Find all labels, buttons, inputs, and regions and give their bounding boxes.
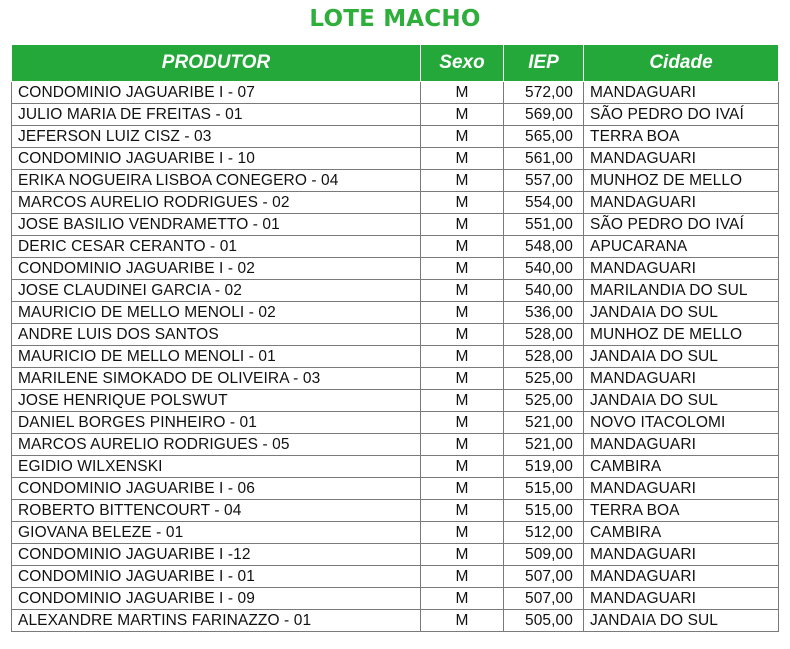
produtor-cell: CONDOMINIO JAGUARIBE I - 02 bbox=[12, 258, 421, 280]
cidade-cell: SÃO PEDRO DO IVAÍ bbox=[584, 104, 779, 126]
iep-cell: 525,00 bbox=[504, 390, 584, 412]
sexo-cell: M bbox=[421, 478, 504, 500]
sexo-cell: M bbox=[421, 236, 504, 258]
table-row bbox=[12, 192, 779, 214]
iep-cell: 540,00 bbox=[504, 258, 584, 280]
produtor-cell: ALEXANDRE MARTINS FARINAZZO - 01 bbox=[12, 610, 421, 632]
table-row bbox=[12, 522, 779, 544]
cidade-cell: MANDAGUARI bbox=[584, 566, 779, 588]
produtor-cell: MAURICIO DE MELLO MENOLI - 01 bbox=[12, 346, 421, 368]
cidade-cell: JANDAIA DO SUL bbox=[584, 390, 779, 412]
sexo-cell: M bbox=[421, 280, 504, 302]
table-row bbox=[12, 126, 779, 148]
table-body bbox=[12, 82, 779, 632]
produtor-cell: CONDOMINIO JAGUARIBE I - 09 bbox=[12, 588, 421, 610]
cidade-cell: JANDAIA DO SUL bbox=[584, 302, 779, 324]
sexo-cell: M bbox=[421, 126, 504, 148]
produtor-cell: DERIC CESAR CERANTO - 01 bbox=[12, 236, 421, 258]
iep-cell: 551,00 bbox=[504, 214, 584, 236]
sexo-cell: M bbox=[421, 434, 504, 456]
produtor-cell: ROBERTO BITTENCOURT - 04 bbox=[12, 500, 421, 522]
table-row bbox=[12, 544, 779, 566]
table-row bbox=[12, 434, 779, 456]
iep-cell: 528,00 bbox=[504, 324, 584, 346]
table-row bbox=[12, 346, 779, 368]
table-row bbox=[12, 236, 779, 258]
table-row bbox=[12, 104, 779, 126]
cidade-cell: TERRA BOA bbox=[584, 126, 779, 148]
sexo-cell: M bbox=[421, 610, 504, 632]
produtor-cell: CONDOMINIO JAGUARIBE I -12 bbox=[12, 544, 421, 566]
sexo-cell: M bbox=[421, 456, 504, 478]
table-row bbox=[12, 390, 779, 412]
cidade-cell: MUNHOZ DE MELLO bbox=[584, 170, 779, 192]
iep-cell: 525,00 bbox=[504, 368, 584, 390]
produtor-cell: JULIO MARIA DE FREITAS - 01 bbox=[12, 104, 421, 126]
sexo-cell: M bbox=[421, 192, 504, 214]
sexo-cell: M bbox=[421, 390, 504, 412]
iep-cell: 554,00 bbox=[504, 192, 584, 214]
cidade-cell: CAMBIRA bbox=[584, 522, 779, 544]
iep-cell: 521,00 bbox=[504, 434, 584, 456]
produtor-cell: JEFERSON LUIZ CISZ - 03 bbox=[12, 126, 421, 148]
cidade-cell: MANDAGUARI bbox=[584, 368, 779, 390]
iep-cell: 536,00 bbox=[504, 302, 584, 324]
cidade-cell: SÃO PEDRO DO IVAÍ bbox=[584, 214, 779, 236]
sexo-cell: M bbox=[421, 214, 504, 236]
table-row bbox=[12, 280, 779, 302]
sexo-cell: M bbox=[421, 258, 504, 280]
cidade-cell: MARILANDIA DO SUL bbox=[584, 280, 779, 302]
produtor-cell: ERIKA NOGUEIRA LISBOA CONEGERO - 04 bbox=[12, 170, 421, 192]
table-row bbox=[12, 302, 779, 324]
produtor-cell: CONDOMINIO JAGUARIBE I - 10 bbox=[12, 148, 421, 170]
sexo-cell: M bbox=[421, 412, 504, 434]
produtor-cell: JOSE BASILIO VENDRAMETTO - 01 bbox=[12, 214, 421, 236]
produtor-cell: JOSE CLAUDINEI GARCIA - 02 bbox=[12, 280, 421, 302]
iep-cell: 505,00 bbox=[504, 610, 584, 632]
produtor-cell: JOSE HENRIQUE POLSWUT bbox=[12, 390, 421, 412]
cidade-cell: JANDAIA DO SUL bbox=[584, 346, 779, 368]
sexo-cell: M bbox=[421, 302, 504, 324]
table-header-row bbox=[12, 45, 779, 82]
cidade-cell: MANDAGUARI bbox=[584, 148, 779, 170]
table-row bbox=[12, 456, 779, 478]
sexo-cell: M bbox=[421, 170, 504, 192]
produtor-cell: CONDOMINIO JAGUARIBE I - 06 bbox=[12, 478, 421, 500]
cidade-cell: APUCARANA bbox=[584, 236, 779, 258]
iep-cell: 512,00 bbox=[504, 522, 584, 544]
sexo-cell: M bbox=[421, 346, 504, 368]
iep-cell: 561,00 bbox=[504, 148, 584, 170]
sexo-cell: M bbox=[421, 522, 504, 544]
cidade-cell: MANDAGUARI bbox=[584, 434, 779, 456]
produtor-cell: DANIEL BORGES PINHEIRO - 01 bbox=[12, 412, 421, 434]
cidade-cell: MANDAGUARI bbox=[584, 588, 779, 610]
iep-cell: 515,00 bbox=[504, 478, 584, 500]
cidade-cell: MANDAGUARI bbox=[584, 82, 779, 104]
iep-cell: 509,00 bbox=[504, 544, 584, 566]
cidade-cell: JANDAIA DO SUL bbox=[584, 610, 779, 632]
sexo-cell: M bbox=[421, 82, 504, 104]
page-title: LOTE MACHO bbox=[309, 6, 481, 32]
column-header-cidade: Cidade bbox=[584, 45, 779, 82]
iep-cell: 557,00 bbox=[504, 170, 584, 192]
table-row bbox=[12, 478, 779, 500]
iep-cell: 507,00 bbox=[504, 566, 584, 588]
cidade-cell: MUNHOZ DE MELLO bbox=[584, 324, 779, 346]
sexo-cell: M bbox=[421, 104, 504, 126]
produtor-cell: CONDOMINIO JAGUARIBE I - 01 bbox=[12, 566, 421, 588]
sexo-cell: M bbox=[421, 566, 504, 588]
table-row bbox=[12, 588, 779, 610]
cidade-cell: NOVO ITACOLOMI bbox=[584, 412, 779, 434]
table-row bbox=[12, 258, 779, 280]
sexo-cell: M bbox=[421, 500, 504, 522]
iep-cell: 565,00 bbox=[504, 126, 584, 148]
iep-cell: 507,00 bbox=[504, 588, 584, 610]
cidade-cell: MANDAGUARI bbox=[584, 544, 779, 566]
cidade-cell: MANDAGUARI bbox=[584, 258, 779, 280]
iep-cell: 519,00 bbox=[504, 456, 584, 478]
table-row bbox=[12, 324, 779, 346]
iep-cell: 569,00 bbox=[504, 104, 584, 126]
produtor-cell: ANDRE LUIS DOS SANTOS bbox=[12, 324, 421, 346]
cidade-cell: MANDAGUARI bbox=[584, 478, 779, 500]
iep-cell: 548,00 bbox=[504, 236, 584, 258]
sexo-cell: M bbox=[421, 544, 504, 566]
cidade-cell: CAMBIRA bbox=[584, 456, 779, 478]
iep-cell: 572,00 bbox=[504, 82, 584, 104]
table-row bbox=[12, 170, 779, 192]
produtor-cell: MAURICIO DE MELLO MENOLI - 02 bbox=[12, 302, 421, 324]
produtor-cell: EGIDIO WILXENSKI bbox=[12, 456, 421, 478]
table-row bbox=[12, 610, 779, 632]
produtor-cell: MARCOS AURELIO RODRIGUES - 02 bbox=[12, 192, 421, 214]
sexo-cell: M bbox=[421, 368, 504, 390]
table-row bbox=[12, 214, 779, 236]
table-row bbox=[12, 368, 779, 390]
column-header-sexo: Sexo bbox=[421, 45, 504, 82]
column-header-produtor: PRODUTOR bbox=[12, 45, 421, 82]
table-row bbox=[12, 148, 779, 170]
sexo-cell: M bbox=[421, 588, 504, 610]
sexo-cell: M bbox=[421, 324, 504, 346]
produtor-cell: MARCOS AURELIO RODRIGUES - 05 bbox=[12, 434, 421, 456]
table-row bbox=[12, 566, 779, 588]
iep-cell: 528,00 bbox=[504, 346, 584, 368]
produtor-cell: GIOVANA BELEZE - 01 bbox=[12, 522, 421, 544]
produtor-cell: CONDOMINIO JAGUARIBE I - 07 bbox=[12, 82, 421, 104]
iep-cell: 540,00 bbox=[504, 280, 584, 302]
cidade-cell: TERRA BOA bbox=[584, 500, 779, 522]
cidade-cell: MANDAGUARI bbox=[584, 192, 779, 214]
column-header-iep: IEP bbox=[504, 45, 584, 82]
iep-cell: 521,00 bbox=[504, 412, 584, 434]
sexo-cell: M bbox=[421, 148, 504, 170]
table-row bbox=[12, 500, 779, 522]
lote-table bbox=[11, 44, 779, 632]
produtor-cell: MARILENE SIMOKADO DE OLIVEIRA - 03 bbox=[12, 368, 421, 390]
iep-cell: 515,00 bbox=[504, 500, 584, 522]
table-row bbox=[12, 412, 779, 434]
table-row bbox=[12, 82, 779, 104]
